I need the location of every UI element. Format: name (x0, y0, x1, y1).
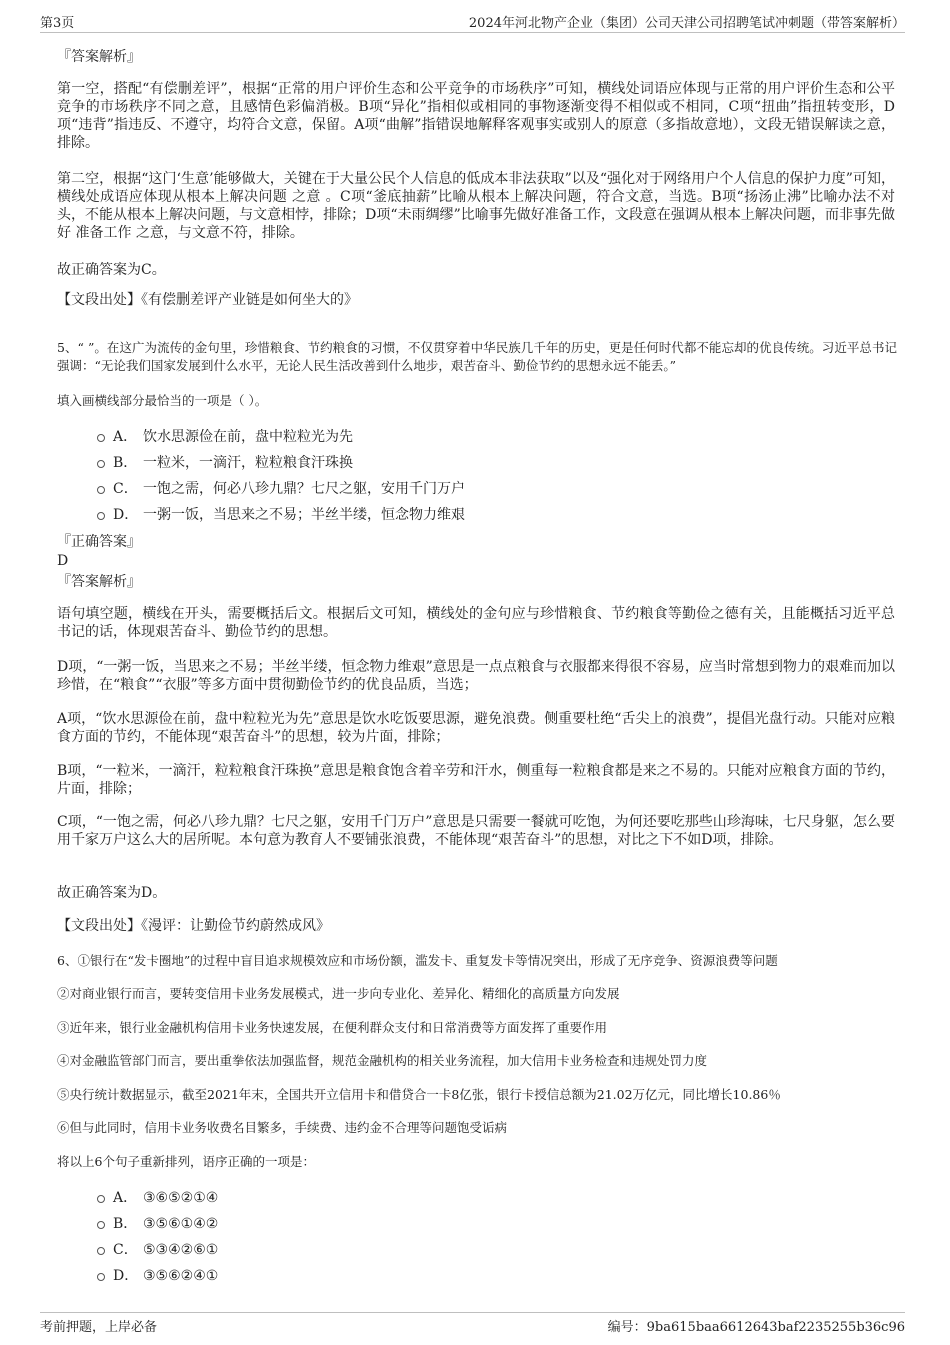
q5-analysis-para-4: B项，“一粒米，一滴汗，粒粒粮食汗珠换”意思是粮食饱含着辛劳和汗水，侧重每一粒粮食都是来之不易的。只能对应粮食方面的节约，片面，排除； (57, 763, 895, 797)
q6-option-d[interactable] (97, 1267, 218, 1285)
q5-answer: D (57, 553, 69, 569)
q4-source: 【文段出处】《有偿删差评产业链是如何坐大的》 (57, 292, 358, 308)
q6-sentence-2: ②对商业银行而言，要转变信用卡业务发展模式，进一步向专业化、差异化、精细化的高质量方向发展 (57, 986, 620, 1001)
q4-analysis-heading: 『答案解析』 (57, 49, 141, 65)
option-letter: C． (113, 1242, 138, 1258)
radio-icon[interactable] (97, 1195, 105, 1203)
q6-sentence-5: ⑤央行统计数据显示，截至2021年末，全国共开立信用卡和借贷合一卡8亿张，银行卡授信总额为21.02万亿元，同比增长10.86％ (57, 1087, 781, 1102)
option-text: ③⑤⑥①④② (143, 1216, 219, 1232)
option-letter: A． (113, 429, 138, 445)
q5-option-c[interactable] (97, 480, 465, 498)
document-title: 2024年河北物产企业（集团）公司天津公司招聘笔试冲刺题（带答案解析） (468, 16, 905, 31)
footer-doc-id: 编号：9ba615baa6612643baf2235255b36c96 (607, 1320, 905, 1335)
q5-source: 【文段出处】《漫评：让勤俭节约蔚然成风》 (57, 918, 330, 934)
option-letter: B． (113, 455, 138, 471)
option-text: 一饱之需，何必八珍九鼎？七尺之躯，安用千门万户 (143, 481, 465, 497)
option-text: ③⑥⑤②①④ (143, 1190, 219, 1206)
option-text: 一粥一饭，当思来之不易；半丝半缕，恒念物力维艰 (143, 507, 465, 523)
q6-sentence-3: ③近年来，银行业金融机构信用卡业务快速发展，在便利群众支付和日常消费等方面发挥了重要作用 (57, 1020, 608, 1035)
q4-analysis-para-2: 第二空，根据“这门‘生意’能够做大，关键在于大量公民个人信息的低成本非法获取”以及“强化对于网络用户个人信息的保护力度”可知，横线处成语应体现从根本上解决问题 之意 。C项“釜底抽薪”比喻从根本上解决问题，符合文意，当选。B项“扬汤止沸”比喻办法不对头，不能从根本上解决问题，与文意相悖，排除；D项“未雨绸缪”比喻事先做好准备工作，文段意在强调从根本上解决问题，而非事先做好 准备工作 之意，与文意不符，排除。 (57, 171, 895, 241)
option-letter: B． (113, 1216, 138, 1232)
q6-option-a[interactable] (97, 1189, 218, 1207)
option-text: 饮水思源俭在前，盘中粒粒光为先 (143, 429, 353, 445)
q4-analysis-para-1: 第一空，搭配“有偿删差评”，根据“正常的用户评价生态和公平竞争的市场秩序”可知，横线处词语应体现与正常的用户评价生态和公平竞争的市场秩序不同之意，且感情色彩偏消极。B项“异化”指相似或相同的事物逐渐变得不相似或不相同，C项“扭曲”指扭转变形，D项“违背”指违反、不遵守，均符合文意，保留。A项“曲解”指错误地解释客观事实或别人的原意（多指故意地），文段无错误解读之意，排除。 (57, 81, 895, 151)
q6-prompt: 将以上6个句子重新排列，语序正确的一项是： (57, 1154, 315, 1169)
q5-conclusion: 故正确答案为D。 (57, 885, 167, 901)
q5-answer-heading: 『正确答案』 (57, 534, 141, 550)
q4-conclusion: 故正确答案为C。 (57, 262, 166, 278)
page-header (0, 0, 950, 34)
radio-icon[interactable] (97, 460, 105, 468)
q5-analysis-para-3: A项，“饮水思源俭在前，盘中粒粒光为先”意思是饮水吃饭要思源，避免浪费。侧重要杜绝“舌尖上的浪费”，提倡光盘行动。只能对应粮食方面的节约，不能体现“艰苦奋斗”的思想，较为片面，排除； (57, 711, 895, 745)
option-letter: D． (113, 1268, 139, 1284)
q6-sentence-4: ④对金融监管部门而言，要出重拳依法加强监督，规范金融机构的相关业务流程，加大信用卡业务检查和违规处罚力度 (57, 1053, 708, 1068)
option-text: ③⑤⑥②④① (143, 1268, 219, 1284)
page-footer (0, 1308, 950, 1345)
radio-icon[interactable] (97, 512, 105, 520)
q6-sentence-1: 6、①银行在“发卡圈地”的过程中盲目追求规模效应和市场份额，滥发卡、重复发卡等情况突出，形成了无序竞争、资源浪费等问题 (57, 953, 778, 968)
q6-sentence-6: ⑥但与此同时，信用卡业务收费名目繁多，手续费、违约金不合理等问题饱受诟病 (57, 1120, 508, 1135)
q5-analysis-para-1: 语句填空题，横线在开头，需要概括后文。根据后文可知，横线处的金句应与珍惜粮食、节约粮食等勤俭之德有关，且能概括习近平总书记的话，体现艰苦奋斗、勤俭节约的思想。 (57, 606, 895, 640)
option-text: 一粒米，一滴汗，粒粒粮食汗珠换 (143, 455, 353, 471)
q5-option-a[interactable] (97, 428, 353, 446)
radio-icon[interactable] (97, 1247, 105, 1255)
radio-icon[interactable] (97, 486, 105, 494)
footer-divider (40, 1312, 905, 1313)
radio-icon[interactable] (97, 1273, 105, 1281)
q5-prompt: 填入画横线部分最恰当的一项是（ ）。 (57, 393, 268, 408)
option-letter: D． (113, 507, 139, 523)
q5-stem: 5、“ ”。在这广为流传的金句里，珍惜粮食、节约粮食的习惯，不仅贯穿着中华民族几千年的历史，更是任何时代都不能忘却的优良传统。习近平总书记强调：“无论我们国家发展到什么水平，无论人民生活改善到什么地步，艰苦奋斗、勤俭节约的思想永远不能丢。” (57, 340, 897, 373)
q5-option-d[interactable] (97, 506, 465, 524)
option-letter: A． (113, 1190, 138, 1206)
option-letter: C． (113, 481, 138, 497)
q5-analysis-para-5: C项，“一饱之需，何必八珍九鼎？七尺之躯，安用千门万户”意思是只需要一餐就可吃饱，为何还要吃那些山珍海味，七尺身躯，怎么要用千家万户这么大的居所呢。本句意为教育人不要铺张浪费，不能体现“艰苦奋斗”的思想，对比之下不如D项，排除。 (57, 814, 895, 848)
radio-icon[interactable] (97, 1221, 105, 1229)
footer-slogan: 考前押题，上岸必备 (40, 1320, 158, 1335)
q6-option-b[interactable] (97, 1215, 218, 1233)
radio-icon[interactable] (97, 434, 105, 442)
header-divider (40, 32, 905, 33)
q5-analysis-heading: 『答案解析』 (57, 574, 141, 590)
q6-option-c[interactable] (97, 1241, 218, 1259)
q5-analysis-para-2: D项，“一粥一饭，当思来之不易；半丝半缕，恒念物力维艰”意思是一点点粮食与衣服都来得很不容易，应当时常想到物力的艰难而加以珍惜，在“粮食”“衣服”等多方面中贯彻勤俭节约的优良品质，当选； (57, 659, 895, 693)
option-text: ⑤③④②⑥① (143, 1242, 219, 1258)
q5-option-b[interactable] (97, 454, 353, 472)
page-number: 第3页 (40, 16, 75, 31)
